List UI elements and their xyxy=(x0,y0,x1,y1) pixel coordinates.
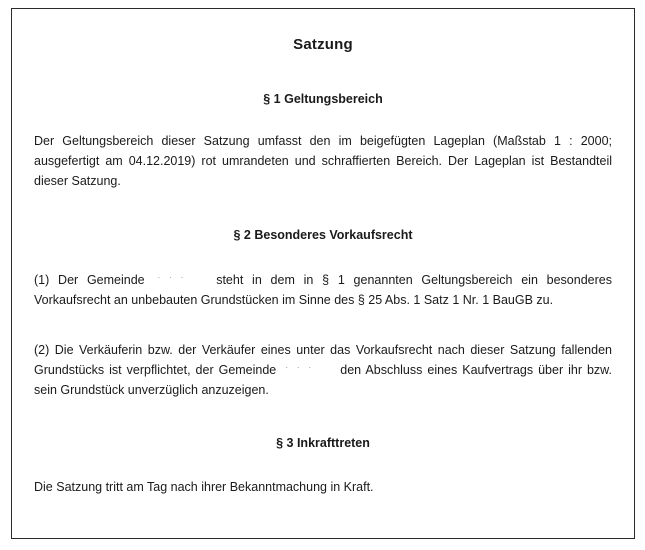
paragraph-text-part: den Abschluss eines Kaufvertrags über ihr bzw. sein Grundstück unverzüglich anzuzeigen. xyxy=(34,363,612,397)
redacted-municipality-name xyxy=(153,274,207,284)
document-page xyxy=(11,8,635,539)
paragraph-inkrafttreten: Die Satzung tritt am Tag nach ihrer Bekanntmachung in Kraft. xyxy=(34,480,374,494)
paragraph-text-part: (2) Die Verkäuferin bzw. der Verkäufer eines unter das Vorkaufsrecht nach dieser Satzung fallenden Grundstücks ist verpflichtet, der Gemeinde xyxy=(34,343,612,377)
redacted-municipality-name xyxy=(281,364,335,374)
paragraph-text-part: steht in dem in § 1 genannten Geltungsbereich ein besonderes Vorkaufsrecht an unbebauten Grundstücken im Sinne des § 25 Abs. 1 Satz 1 Nr. 1 BauGB zu. xyxy=(34,273,612,307)
document-title: Satzung xyxy=(293,36,353,53)
paragraph-text-part: (1) Der Gemeinde xyxy=(34,273,145,287)
section-heading-inkrafttreten: § 3 Inkrafttreten xyxy=(276,436,370,450)
section-heading-vorkaufsrecht: § 2 Besonderes Vorkaufsrecht xyxy=(233,228,413,242)
paragraph-vorkaufsrecht-2 xyxy=(34,340,612,400)
paragraph-geltungsbereich: Der Geltungsbereich dieser Satzung umfasst den im beigefügten Lageplan (Maßstab 1 : 2000; ausgefertigt am 04.12.2019) rot umrandeten und schraffierten Bereich. Der Lageplan ist Bestandteil dieser Satzung. xyxy=(34,134,612,188)
paragraph-vorkaufsrecht-1 xyxy=(34,270,612,310)
section-heading-geltungsbereich: § 1 Geltungsbereich xyxy=(263,92,383,106)
